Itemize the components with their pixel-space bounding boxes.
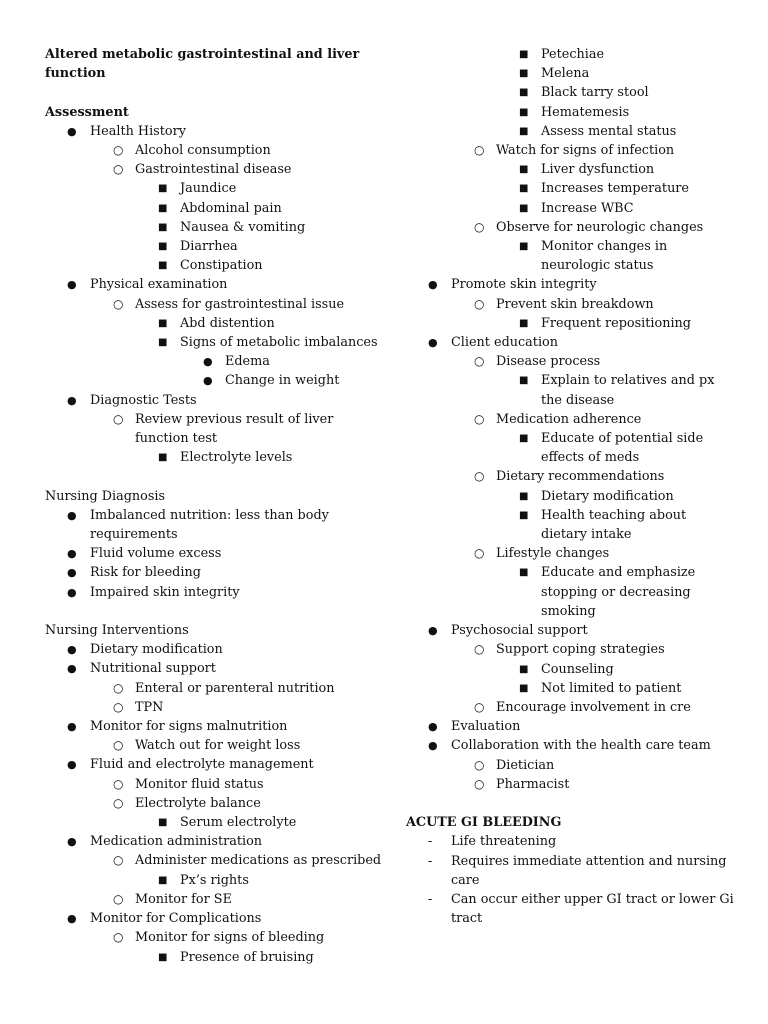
square-bullet-icon: ■ xyxy=(158,951,168,963)
square-bullet-icon: ■ xyxy=(519,682,529,694)
dash-bullet-icon: - xyxy=(428,834,433,850)
list-item: ○ Prevent skin breakdown xyxy=(406,295,736,314)
list-item: ■ Educate of potential side effects of meds xyxy=(519,431,704,466)
list-item: - Can occur either upper GI tract or lower Gi tract xyxy=(428,891,734,927)
assessment-heading: Assessment xyxy=(45,104,129,120)
list-item: ○ Dietary recommendations xyxy=(406,467,736,486)
nursing-diagnosis-heading: Nursing Diagnosis xyxy=(45,488,166,504)
list-item: ● Dietary modification xyxy=(45,640,365,659)
list-item: ○ Monitor for SE xyxy=(45,890,365,909)
list-item: ● Nutritional support xyxy=(45,659,365,678)
square-bullet-icon: ■ xyxy=(158,337,168,349)
circle-bullet-icon: ○ xyxy=(474,699,485,714)
square-bullet-icon: ■ xyxy=(519,433,529,445)
disc-bullet-icon: ● xyxy=(428,624,438,638)
list-item: ○ Alcohol consumption xyxy=(45,141,365,160)
acute-gi-bleeding-heading: ACUTE GI BLEEDING xyxy=(406,815,562,831)
list-item: ■ Melena xyxy=(406,64,736,83)
square-bullet-icon: ■ xyxy=(519,375,529,387)
disc-bullet-icon: ● xyxy=(67,643,77,657)
list-item: ○ Administer medications as prescribed xyxy=(45,851,365,870)
list-item: ● Promote skin integrity xyxy=(406,275,736,294)
square-bullet-icon: ■ xyxy=(158,183,168,195)
circle-bullet-icon: ○ xyxy=(474,411,485,426)
list-item: ■ Serum electrolyte xyxy=(45,813,365,832)
list-item: ■ Signs of metabolic imbalances xyxy=(45,333,365,352)
disc-bullet-icon: ● xyxy=(67,662,77,676)
circle-bullet-icon: ○ xyxy=(474,776,485,791)
list-item: ● Evaluation xyxy=(406,717,736,736)
list-item: ■ Counseling xyxy=(406,660,736,679)
document-title: Altered metabolic gastrointestinal and liver function xyxy=(45,47,360,82)
list-item: ■ Hematemesis xyxy=(406,103,736,122)
list-item: ■ Abd distention xyxy=(45,314,365,333)
disc-bullet-icon: ● xyxy=(67,758,77,772)
list-item: ● Health History xyxy=(45,122,365,141)
square-bullet-icon: ■ xyxy=(158,202,168,214)
disc-bullet-icon: ● xyxy=(67,585,77,599)
list-item: ● Monitor for Complications xyxy=(45,909,365,928)
disc-bullet-icon: ● xyxy=(203,374,213,388)
square-bullet-icon: ■ xyxy=(519,202,529,214)
list-item: ○ Assess for gastrointestinal issue xyxy=(45,295,365,314)
list-item: ■ Black tarry stool xyxy=(406,83,736,102)
square-bullet-icon: ■ xyxy=(519,509,529,521)
list-item: ■ Dietary modification xyxy=(406,487,736,506)
list-item: ● Collaboration with the health care team xyxy=(406,736,736,755)
square-bullet-icon: ■ xyxy=(158,221,168,233)
circle-bullet-icon: ○ xyxy=(474,143,485,158)
list-item: ● Medication administration xyxy=(45,832,365,851)
left-column xyxy=(45,45,382,967)
square-bullet-icon: ■ xyxy=(158,874,168,886)
list-item: ○ Medication adherence xyxy=(406,410,736,429)
square-bullet-icon: ■ xyxy=(519,663,529,675)
circle-bullet-icon: ○ xyxy=(474,642,485,657)
square-bullet-icon: ■ xyxy=(519,87,529,99)
list-item: ○ Support coping strategies xyxy=(406,640,736,659)
disc-bullet-icon: ● xyxy=(67,547,77,561)
circle-bullet-icon: ○ xyxy=(113,411,124,426)
circle-bullet-icon: ○ xyxy=(474,354,485,369)
circle-bullet-icon: ○ xyxy=(113,891,124,906)
list-item: ■ Explain to relatives and px the disease xyxy=(519,373,715,408)
list-item: ○ Watch for signs of infection xyxy=(406,141,736,160)
square-bullet-icon: ■ xyxy=(519,106,529,118)
list-item: ○ Enteral or parenteral nutrition xyxy=(45,679,365,698)
square-bullet-icon: ■ xyxy=(158,241,168,253)
list-item: ■ Assess mental status xyxy=(406,122,736,141)
square-bullet-icon: ■ xyxy=(158,317,168,329)
nursing-interventions-heading: Nursing Interventions xyxy=(45,623,189,639)
list-item: ● Diagnostic Tests xyxy=(45,391,365,410)
disc-bullet-icon: ● xyxy=(428,720,438,734)
circle-bullet-icon: ○ xyxy=(474,757,485,772)
disc-bullet-icon: ● xyxy=(67,124,77,138)
square-bullet-icon: ■ xyxy=(519,164,529,176)
square-bullet-icon: ■ xyxy=(158,260,168,272)
list-item: ● Monitor for signs malnutrition xyxy=(45,717,365,736)
circle-bullet-icon: ○ xyxy=(474,546,485,561)
list-item: ○ Monitor for signs of bleeding xyxy=(45,928,365,947)
list-item: ■ Diarrhea xyxy=(45,237,365,256)
list-item: ○ Gastrointestinal disease xyxy=(45,160,365,179)
disc-bullet-icon: ● xyxy=(67,835,77,849)
list-item: ● Client education xyxy=(406,333,736,352)
list-item: ● Physical examination xyxy=(45,275,365,294)
list-item: ■ Health teaching about dietary intake xyxy=(519,507,687,543)
right-column xyxy=(406,45,736,928)
list-item: ○ Dietician xyxy=(406,756,736,775)
disc-bullet-icon: ● xyxy=(67,720,77,734)
circle-bullet-icon: ○ xyxy=(113,162,124,177)
list-item: ○ Encourage involvement in cre xyxy=(406,698,736,717)
list-item: ● Psychosocial support xyxy=(406,621,736,640)
disc-bullet-icon: ● xyxy=(67,278,77,292)
list-item: ■ Presence of bruising xyxy=(45,948,365,967)
square-bullet-icon: ■ xyxy=(519,125,529,137)
square-bullet-icon: ■ xyxy=(158,817,168,829)
circle-bullet-icon: ○ xyxy=(113,776,124,791)
list-item: ■ Electrolyte levels xyxy=(45,448,365,467)
circle-bullet-icon: ○ xyxy=(474,296,485,311)
list-item: ■ Constipation xyxy=(45,256,365,275)
list-item: ○ Review previous result of liver function test xyxy=(113,411,334,447)
list-item: ● Imbalanced nutrition: less than body requirements xyxy=(67,507,329,543)
list-item: ■ Monitor changes in neurologic status xyxy=(519,239,668,274)
list-item: ■ Frequent repositioning xyxy=(406,314,736,333)
list-item: ● Fluid and electrolyte management xyxy=(45,755,365,774)
disc-bullet-icon: ● xyxy=(67,393,77,407)
square-bullet-icon: ■ xyxy=(519,68,529,80)
list-item: ● Risk for bleeding xyxy=(45,563,365,582)
disc-bullet-icon: ● xyxy=(428,739,438,753)
circle-bullet-icon: ○ xyxy=(113,143,124,157)
list-item: ● Impaired skin integrity xyxy=(45,583,365,602)
square-bullet-icon: ■ xyxy=(519,567,529,579)
list-item: ■ Not limited to patient xyxy=(406,679,736,698)
circle-bullet-icon: ○ xyxy=(113,680,124,695)
list-item: ○ Disease process xyxy=(406,352,736,371)
list-item: ■ Abdominal pain xyxy=(45,199,365,218)
dash-bullet-icon: - xyxy=(428,853,433,869)
list-item: ○ Observe for neurologic changes xyxy=(406,218,736,237)
disc-bullet-icon: ● xyxy=(428,278,438,292)
circle-bullet-icon: ○ xyxy=(474,469,485,484)
list-item: ○ Pharmacist xyxy=(406,775,736,794)
circle-bullet-icon: ○ xyxy=(113,296,124,311)
square-bullet-icon: ■ xyxy=(519,241,529,253)
list-item: ● Edema xyxy=(45,352,365,371)
list-item: ■ Px’s rights xyxy=(45,871,365,890)
list-item: - Requires immediate attention and nursing care xyxy=(428,853,727,888)
dash-bullet-icon: - xyxy=(428,891,433,907)
list-item: ○ Lifestyle changes xyxy=(406,544,736,563)
square-bullet-icon: ■ xyxy=(158,452,168,464)
list-item: ● Fluid volume excess xyxy=(45,544,365,563)
list-item: ○ Watch out for weight loss xyxy=(45,736,365,755)
list-item: ■ Petechiae xyxy=(406,45,736,64)
square-bullet-icon: ■ xyxy=(519,490,529,502)
circle-bullet-icon: ○ xyxy=(113,795,124,810)
list-item: ■ Jaundice xyxy=(45,179,365,198)
list-item: ■ Nausea & vomiting xyxy=(45,218,365,237)
circle-bullet-icon: ○ xyxy=(474,219,485,234)
disc-bullet-icon: ● xyxy=(67,566,77,580)
circle-bullet-icon: ○ xyxy=(113,853,124,868)
circle-bullet-icon: ○ xyxy=(113,699,124,714)
list-item: ■ Educate and emphasize stopping or decreasing smoking xyxy=(519,565,696,619)
list-item: ○ TPN xyxy=(45,698,365,717)
list-item: ■ Liver dysfunction xyxy=(406,160,736,179)
disc-bullet-icon: ● xyxy=(428,336,438,350)
disc-bullet-icon: ● xyxy=(67,912,77,926)
list-item: ● Change in weight xyxy=(45,371,365,390)
disc-bullet-icon: ● xyxy=(203,355,213,369)
list-item: - Life threatening xyxy=(406,832,736,851)
square-bullet-icon: ■ xyxy=(519,183,529,195)
circle-bullet-icon: ○ xyxy=(113,738,124,753)
circle-bullet-icon: ○ xyxy=(113,930,124,945)
square-bullet-icon: ■ xyxy=(519,317,529,329)
disc-bullet-icon: ● xyxy=(67,508,77,522)
list-item: ○ Electrolyte balance xyxy=(45,794,365,813)
list-item: ○ Monitor fluid status xyxy=(45,775,365,794)
square-bullet-icon: ■ xyxy=(519,49,529,60)
list-item: ■ Increases temperature xyxy=(406,179,736,198)
list-item: ■ Increase WBC xyxy=(406,199,736,218)
